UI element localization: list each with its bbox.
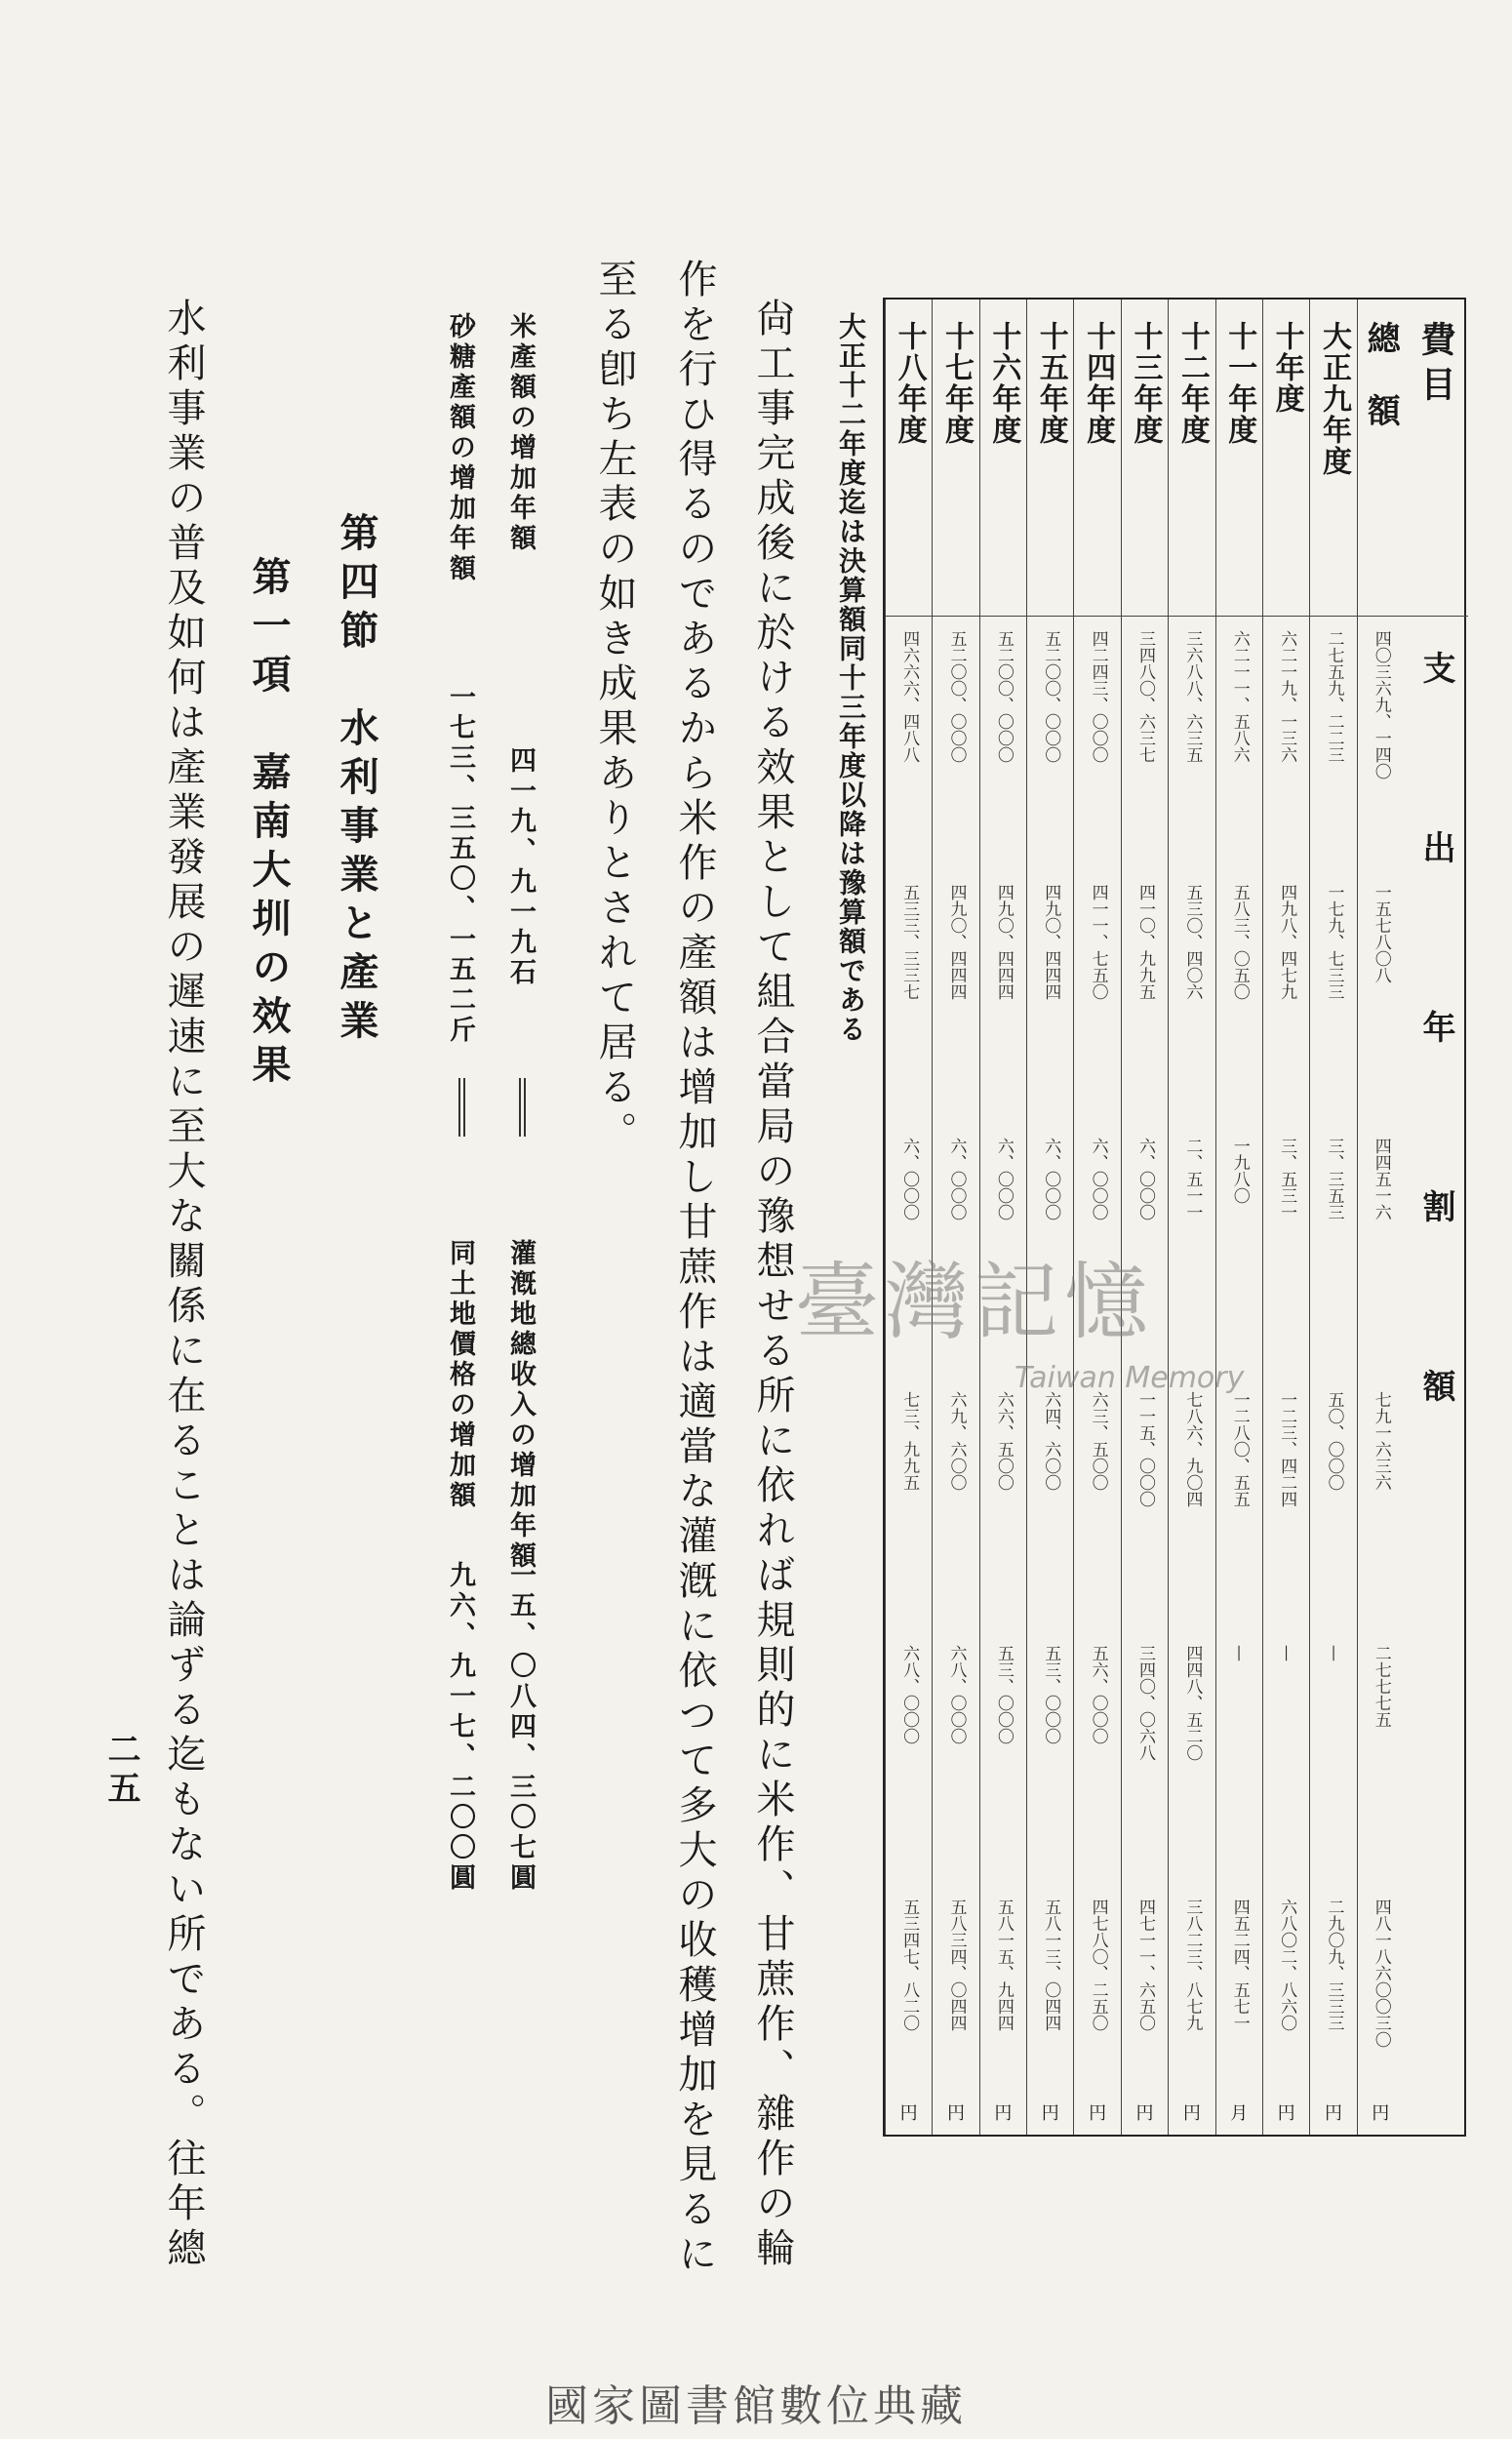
table-note: 大正十二年度迄は決算額同十三年度以降は豫算額である bbox=[835, 312, 867, 1044]
unit-label: 円 bbox=[899, 2103, 918, 2124]
table-cell bbox=[1169, 1631, 1214, 1885]
table-cell-value: 五三三、三三七 bbox=[899, 884, 920, 1000]
table-cell bbox=[933, 617, 978, 870]
column-header-label: 總額 bbox=[1361, 321, 1401, 465]
column-header-cell bbox=[933, 300, 978, 617]
column-header-cell bbox=[980, 300, 1026, 617]
table-cell-value: 六、〇〇〇 bbox=[1088, 1138, 1108, 1220]
table-cell-value: 四四八、五二〇 bbox=[1182, 1645, 1203, 1761]
column-header-label: 十六年度 bbox=[986, 321, 1021, 446]
table-cell bbox=[1358, 1124, 1404, 1378]
stat-land-label: 同土地價格の增加額 bbox=[445, 1239, 475, 1511]
column-header-cell bbox=[1263, 300, 1309, 617]
column-header-label: 十一年度 bbox=[1222, 321, 1257, 446]
table-cell-value: 二七五九、二二三 bbox=[1324, 630, 1344, 763]
table-cell-value: 六三、五〇〇 bbox=[1088, 1391, 1108, 1491]
column-header-cell bbox=[1169, 300, 1214, 617]
table-cell bbox=[1122, 870, 1168, 1124]
paragraph-line-3: 至る卽ち左表の如き成果ありとされて居る。 bbox=[592, 259, 637, 1156]
table-year-column bbox=[932, 300, 978, 2135]
table-cell bbox=[1074, 1378, 1120, 1631]
column-header-cell bbox=[1074, 300, 1120, 617]
table-cell bbox=[980, 1378, 1026, 1631]
table-cell-value: 四七八〇、二五〇 bbox=[1088, 1899, 1108, 2031]
unit-label: 円 bbox=[1277, 2103, 1295, 2124]
column-header-cell bbox=[886, 300, 932, 617]
table-cell bbox=[1074, 617, 1120, 870]
table-cell-value: 二七七七五 bbox=[1371, 1645, 1391, 1728]
table-cell bbox=[886, 1631, 932, 1885]
stat-separator-1 bbox=[519, 1078, 526, 1137]
table-cell-value: 七三、九九五 bbox=[899, 1391, 920, 1491]
table-cell-value: 一五七八〇八 bbox=[1371, 884, 1391, 983]
table-cell-value: 三六八八、六三五 bbox=[1182, 630, 1203, 763]
table-cell bbox=[1358, 617, 1404, 870]
table-cell bbox=[1216, 1631, 1262, 1885]
table-cell bbox=[1263, 1378, 1309, 1631]
table-total-column bbox=[1357, 300, 1404, 2135]
table-cell bbox=[1310, 1631, 1356, 1885]
table-cell-value: 二、五一一 bbox=[1182, 1138, 1203, 1220]
table-year-column bbox=[1121, 300, 1168, 2135]
table-cell bbox=[1216, 617, 1262, 870]
table-cell-value: 四六六六、四八八 bbox=[899, 630, 920, 763]
table-cell bbox=[1074, 1631, 1120, 1885]
table-cell bbox=[1074, 870, 1120, 1124]
table-year-column bbox=[1309, 300, 1356, 2135]
stat-rice-label: 米產額の增加年額 bbox=[505, 312, 536, 554]
table-cell bbox=[1358, 870, 1404, 1124]
unit-label: 月 bbox=[1230, 2103, 1249, 2124]
table-year-column bbox=[1073, 300, 1120, 2135]
table-title-cell bbox=[1404, 651, 1468, 1548]
stat-rice-value: 四一九、九一九石 bbox=[505, 746, 536, 988]
column-header-cell bbox=[1122, 300, 1168, 617]
table-cell-value: 一七九、七三三 bbox=[1324, 884, 1344, 1000]
paragraph-line-2: 作を行ひ得るのであるから米作の產額は增加し甘蔗作は適當な灌漑に依つて多大の收穫增加を見るに bbox=[672, 259, 717, 2278]
table-cell-value: — bbox=[1229, 1645, 1250, 1661]
table-cell bbox=[1169, 1124, 1214, 1378]
item-header-cell bbox=[1404, 300, 1468, 617]
stat-sugar-value: 一七三、三五〇、一五二斤 bbox=[445, 683, 475, 1046]
unit-label: 円 bbox=[1041, 2103, 1059, 2124]
column-header-cell bbox=[1216, 300, 1262, 617]
table-cell-value: 五二〇〇、〇〇〇 bbox=[993, 630, 1014, 763]
table-cell bbox=[1310, 617, 1356, 870]
unit-label: 円 bbox=[1135, 2103, 1154, 2124]
table-cell-value: 六九、六〇〇 bbox=[946, 1391, 967, 1491]
table-cell bbox=[1122, 1631, 1168, 1885]
table-cell-value: 五三〇、四〇六 bbox=[1182, 884, 1203, 1000]
table-cell bbox=[1216, 1378, 1262, 1631]
table-cell-value: 四七一一、六五〇 bbox=[1134, 1899, 1155, 2031]
table-cell-value: 四九〇、四四四 bbox=[946, 884, 967, 1000]
table-cell-value: 六八〇二、八六〇 bbox=[1277, 1899, 1297, 2031]
column-header-label: 十七年度 bbox=[939, 321, 975, 446]
unit-label: 円 bbox=[1182, 2103, 1201, 2124]
table-cell-value: 四九八、四七九 bbox=[1277, 884, 1297, 1000]
table-cell-value: 三、三五三 bbox=[1324, 1138, 1344, 1220]
column-header-label: 十三年度 bbox=[1128, 321, 1163, 446]
table-cell-value: 五二〇〇、〇〇〇 bbox=[1041, 630, 1061, 763]
item-header-label: 費目 bbox=[1415, 321, 1456, 411]
table-cell-value: 三四〇、〇六八 bbox=[1134, 1645, 1155, 1761]
table-cell bbox=[1027, 870, 1073, 1124]
table-cell bbox=[933, 1631, 978, 1885]
table-cell-value: 四一〇、九九五 bbox=[1134, 884, 1155, 1000]
table-cell bbox=[933, 1378, 978, 1631]
table-cell-value: 六四、六〇〇 bbox=[1041, 1391, 1061, 1491]
table-cell-value: 六二一一、五八六 bbox=[1229, 630, 1250, 763]
table-cell-value: 五八一五、九四四 bbox=[993, 1899, 1014, 2031]
table-cell-value: 六八、〇〇〇 bbox=[899, 1645, 920, 1744]
table-cell-value: 六二一九、一三六 bbox=[1277, 630, 1297, 763]
table-cell-value: 五八一三、〇四四 bbox=[1041, 1899, 1061, 2031]
table-cell-value: 六、〇〇〇 bbox=[899, 1138, 920, 1220]
table-year-column bbox=[979, 300, 1026, 2135]
table-cell-value: 七九一六三六 bbox=[1371, 1391, 1391, 1491]
column-header-cell bbox=[1310, 300, 1356, 617]
table-cell-value: 三四八〇、六三七 bbox=[1134, 630, 1155, 763]
table-cell bbox=[1169, 1378, 1214, 1631]
table-cell bbox=[1263, 1124, 1309, 1378]
table-cell-value: 四九〇、四四四 bbox=[1041, 884, 1061, 1000]
column-header-label: 十年度 bbox=[1269, 321, 1304, 415]
table-cell-value: 四四五一六 bbox=[1371, 1138, 1391, 1220]
table-year-column bbox=[1215, 300, 1262, 2135]
watermark-english: Taiwan Memory bbox=[1015, 1361, 1245, 1395]
table-cell bbox=[1027, 1631, 1073, 1885]
table-year-column bbox=[1026, 300, 1073, 2135]
paragraph-last-line: 水利事業の普及如何は產業發展の遲速に至大な關係に在ることは論ずる迄もない所である。往年總 bbox=[161, 298, 206, 2272]
unit-label: 円 bbox=[1372, 2103, 1390, 2124]
table-cell bbox=[1122, 1378, 1168, 1631]
table-cell-value: — bbox=[1277, 1645, 1297, 1661]
table-cell-value: 五二〇〇、〇〇〇 bbox=[946, 630, 967, 763]
table-cell-value: 五三、〇〇〇 bbox=[1041, 1645, 1061, 1744]
table-cell bbox=[980, 870, 1026, 1124]
table-item-header-column bbox=[1404, 300, 1468, 2135]
column-header-cell bbox=[1358, 300, 1404, 617]
table-cell-value: 三、五三一 bbox=[1277, 1138, 1297, 1220]
subsection-heading: 第一項 嘉南大圳の效果 bbox=[246, 556, 292, 1093]
column-header-label: 十八年度 bbox=[892, 321, 927, 446]
table-cell bbox=[1310, 1124, 1356, 1378]
table-cell bbox=[1122, 617, 1168, 870]
stat-land-value: 九六、九一七、二〇〇圓 bbox=[445, 1561, 475, 1894]
table-cell-value: 四一一、七五〇 bbox=[1088, 884, 1108, 1000]
stat-sugar-label: 砂糖產額の增加年額 bbox=[445, 312, 475, 584]
table-cell bbox=[1216, 1124, 1262, 1378]
table-title: 支出年割額 bbox=[1416, 651, 1455, 1548]
table-cell bbox=[1216, 870, 1262, 1124]
table-cell-value: — bbox=[1324, 1645, 1344, 1661]
table-cell bbox=[886, 617, 932, 870]
table-cell bbox=[1263, 870, 1309, 1124]
watermark-text: 臺灣記憶 bbox=[795, 1254, 1154, 1351]
table-cell-value: 五八三四、〇四四 bbox=[946, 1899, 967, 2031]
table-cell bbox=[980, 1631, 1026, 1885]
table-cell-value: 六、〇〇〇 bbox=[946, 1138, 967, 1220]
table-cell bbox=[1310, 1378, 1356, 1631]
table-cell bbox=[1358, 1378, 1404, 1631]
table-cell bbox=[980, 617, 1026, 870]
table-cell bbox=[1027, 1378, 1073, 1631]
column-header-cell bbox=[1027, 300, 1073, 617]
table-cell-value: 五六、〇〇〇 bbox=[1088, 1645, 1108, 1744]
table-cell-value: 六、〇〇〇 bbox=[993, 1138, 1014, 1220]
table-cell-value: 三八二三、八七九 bbox=[1182, 1899, 1203, 2031]
column-header-label: 大正九年度 bbox=[1316, 321, 1351, 477]
table-cell-value: 一九八〇 bbox=[1229, 1138, 1250, 1204]
table-cell bbox=[886, 870, 932, 1124]
table-cell-value: 二九〇九、三三三 bbox=[1324, 1899, 1344, 2031]
table-year-column bbox=[1168, 300, 1214, 2135]
table-cell-value: 六八、〇〇〇 bbox=[946, 1645, 967, 1744]
table-cell-value: 七八六、九〇四 bbox=[1182, 1391, 1203, 1507]
table-cell bbox=[1263, 617, 1309, 870]
table-cell-value: 四九〇、四四四 bbox=[993, 884, 1014, 1000]
table-cell bbox=[1263, 1631, 1309, 1885]
stat-income-label: 灌漑地總收入の增加年額 bbox=[505, 1239, 536, 1572]
table-cell-value: 六六、五〇〇 bbox=[993, 1391, 1014, 1491]
table-year-column bbox=[1262, 300, 1309, 2135]
unit-label: 円 bbox=[1089, 2103, 1107, 2124]
column-header-label: 十二年度 bbox=[1174, 321, 1210, 446]
table-cell-value: 一二三、四二四 bbox=[1277, 1391, 1297, 1507]
table-cell bbox=[1169, 617, 1214, 870]
unit-label: 円 bbox=[947, 2103, 966, 2124]
table-cell bbox=[886, 1378, 932, 1631]
stat-income-value: 一五、〇八四、三〇七圓 bbox=[505, 1561, 536, 1894]
paragraph-line-1: 尙工事完成後に於ける效果として組合當局の豫想せる所に依れば規則的に米作、甘蔗作、雜作の輪 bbox=[750, 298, 795, 2272]
page-number: 二五 bbox=[101, 1732, 140, 1810]
table-cell bbox=[1310, 870, 1356, 1124]
table-cell bbox=[1169, 870, 1214, 1124]
stat-separator-2 bbox=[458, 1078, 465, 1137]
table-cell bbox=[1027, 617, 1073, 870]
table-cell bbox=[1358, 1631, 1404, 1885]
table-cell-value: 五三四七、八二〇 bbox=[899, 1899, 920, 2031]
table-cell bbox=[933, 870, 978, 1124]
table-cell-value: 五八三、〇五〇 bbox=[1229, 884, 1250, 1000]
table-cell-value: 六、〇〇〇 bbox=[1041, 1138, 1061, 1220]
table-year-column bbox=[885, 300, 932, 2135]
table-cell-value: 四〇三六九、一四〇 bbox=[1371, 630, 1391, 780]
table-cell-value: 五〇、〇〇〇 bbox=[1324, 1391, 1344, 1491]
budget-table bbox=[883, 298, 1466, 2137]
unit-label: 円 bbox=[994, 2103, 1013, 2124]
footer-credit: 國家圖書館數位典藏 bbox=[545, 2381, 967, 2431]
table-cell-value: 一二八〇、五五 bbox=[1229, 1391, 1250, 1507]
column-header-label: 十四年度 bbox=[1081, 321, 1116, 446]
table-cell-value: 四八一八六〇〇三〇 bbox=[1371, 1899, 1391, 2048]
table-cell-value: 一一五、〇〇〇 bbox=[1134, 1391, 1155, 1507]
table-cell-value: 四五二四、五七一 bbox=[1229, 1899, 1250, 2031]
table-cell-value: 五三、〇〇〇 bbox=[993, 1645, 1014, 1744]
table-cell-value: 四二四三、〇〇〇 bbox=[1088, 630, 1108, 763]
table-cell-value: 六、〇〇〇 bbox=[1134, 1138, 1155, 1220]
section-heading: 第四節 水利事業と產業 bbox=[334, 512, 379, 1049]
unit-label: 円 bbox=[1324, 2103, 1342, 2124]
column-header-label: 十五年度 bbox=[1033, 321, 1068, 446]
